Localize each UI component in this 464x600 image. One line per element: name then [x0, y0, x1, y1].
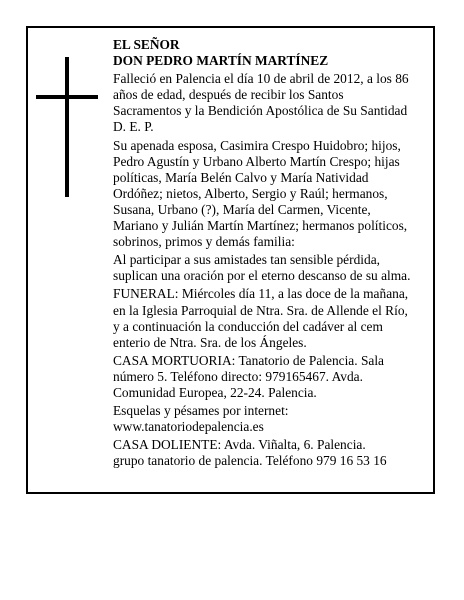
- text-line: y a continuación la conducción del cadáver al cem: [113, 318, 383, 334]
- text-line: Esquelas y pésames por internet:: [113, 403, 289, 419]
- website-url: www.tanatoriodepalencia.es: [113, 419, 264, 435]
- text-line: grupo tanatorio de palencia. Teléfono 979 16 53 16: [113, 453, 387, 469]
- text-line: años de edad, después de recibir los Santos: [113, 87, 344, 103]
- text-line: Falleció en Palencia el día 10 de abril de 2012, a los 86: [113, 71, 409, 87]
- cross-icon: [36, 57, 98, 197]
- online-condolences: [113, 403, 423, 435]
- text-line: Pedro Agustín y Urbano Alberto Martín Crespo; hijas: [113, 153, 400, 169]
- text-line: Al participar a sus amistades tan sensible pérdida,: [113, 252, 380, 268]
- funeral-info: [113, 286, 423, 350]
- deceased-title: [113, 37, 423, 69]
- mortuary-info: [113, 353, 423, 401]
- text-line: CASA DOLIENTE: Avda. Viñalta, 6. Palencia.: [113, 437, 366, 453]
- text-line: número 5. Teléfono directo: 979165467. Avda.: [113, 368, 363, 384]
- deceased-name: DON PEDRO MARTÍN MARTÍNEZ: [113, 53, 329, 69]
- text-line: FUNERAL: Miércoles día 11, a las doce de la mañana,: [113, 286, 409, 302]
- text-line: Susana, Urbano (?), María del Carmen, Vicente,: [113, 201, 371, 217]
- text-line: CASA MORTUORIA: Tanatorio de Palencia. Sala: [113, 352, 384, 368]
- prayer-request: [113, 252, 423, 284]
- family-paragraph: [113, 138, 423, 251]
- obituary-text: [113, 37, 423, 471]
- death-announcement: [113, 71, 423, 135]
- text-line: Comunidad Europea, 22-24. Palencia.: [113, 384, 317, 400]
- text-line: en la Iglesia Parroquial de Ntra. Sra. de Allende el Río,: [113, 302, 408, 318]
- text-line: suplican una oración por el eterno descanso de su alma.: [113, 268, 411, 284]
- text-line: Sacramentos y la Bendición Apostólica de Su Santidad: [113, 103, 408, 119]
- title-line: EL SEÑOR: [113, 37, 180, 52]
- cross-vertical-bar: [65, 57, 69, 197]
- text-line: enterio de Ntra. Sra. de los Ángeles.: [113, 334, 307, 350]
- text-line: Mariano y Julián Martín Martínez; hermanos políticos,: [113, 218, 408, 234]
- text-line: Su apenada esposa, Casimira Crespo Huidobro; hijos,: [113, 137, 401, 153]
- text-line: sobrinos, primos y demás familia:: [113, 234, 295, 250]
- text-line: Ordóñez; nietos, Alberto, Sergio y Raúl; hermanos,: [113, 185, 388, 201]
- grieving-home-info: [113, 437, 423, 469]
- text-line: D. E. P.: [113, 119, 154, 135]
- cross-horizontal-bar: [36, 95, 98, 99]
- text-line: políticas, María Belén Calvo y María Natividad: [113, 169, 369, 185]
